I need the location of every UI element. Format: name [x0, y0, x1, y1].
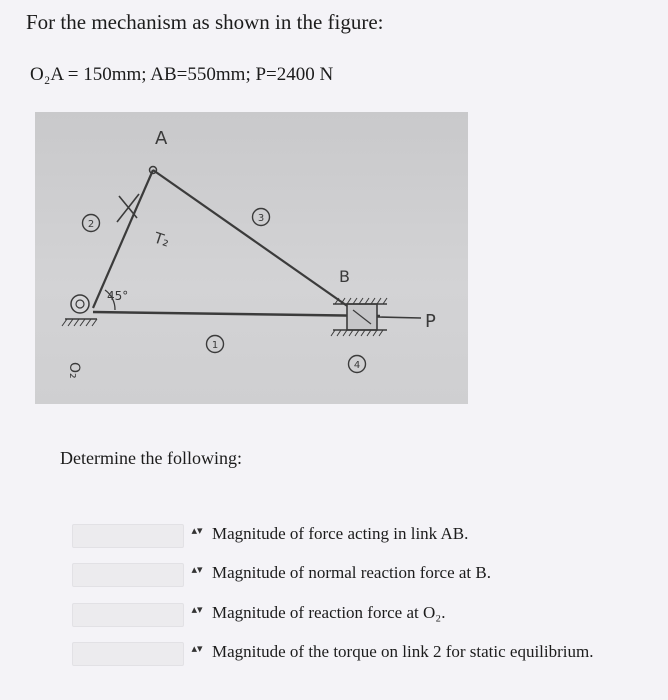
label-link-2: 2: [87, 219, 95, 230]
question-row: [72, 603, 652, 627]
answer-select[interactable]: [72, 603, 184, 627]
label-o2: O₂: [66, 362, 82, 379]
question-label: Magnitude of normal reaction force at B.: [212, 563, 491, 582]
crank-link-line: [93, 170, 153, 308]
up-down-arrows-icon[interactable]: ▴▾: [191, 642, 203, 655]
label-angle: 45°: [107, 289, 129, 303]
ground-link-line: [93, 312, 380, 316]
question-row: [72, 642, 652, 666]
pivot-o2: [71, 295, 89, 313]
label-link-1: 1: [211, 340, 219, 351]
question-label: Magnitude of force acting in link AB.: [212, 524, 469, 543]
o2-ground-hatch: [62, 319, 97, 326]
coupler-link-line: [153, 170, 363, 317]
label-torque: T₂: [151, 228, 172, 251]
answer-select[interactable]: [72, 642, 184, 666]
answer-select[interactable]: [72, 563, 184, 587]
mechanism-figure: [35, 112, 468, 404]
answer-select[interactable]: [72, 524, 184, 548]
question-prompt: Determine the following:: [60, 448, 242, 468]
mechanism-diagram: [35, 112, 468, 404]
label-a: A: [155, 128, 168, 149]
label-b: B: [339, 267, 350, 286]
label-link-4: 4: [353, 360, 361, 371]
question-row: [72, 563, 652, 587]
slider-guide-bottom-hatch: [331, 330, 383, 336]
question-label: Magnitude of the torque on link 2 for static equilibrium.: [212, 642, 594, 661]
given-values: O₂A = 150mm; AB=550mm; P=2400 N: [30, 64, 334, 85]
force-p-line: [377, 317, 421, 318]
up-down-arrows-icon[interactable]: ▴▾: [191, 563, 203, 576]
label-link-3: 3: [257, 213, 265, 224]
up-down-arrows-icon[interactable]: ▴▾: [191, 524, 203, 537]
label-p: P: [425, 311, 436, 332]
problem-title: For the mechanism as shown in the figure:: [26, 10, 384, 34]
question-row: [72, 524, 652, 548]
question-label: Magnitude of reaction force at O₂.: [212, 603, 446, 622]
up-down-arrows-icon[interactable]: ▴▾: [191, 603, 203, 616]
